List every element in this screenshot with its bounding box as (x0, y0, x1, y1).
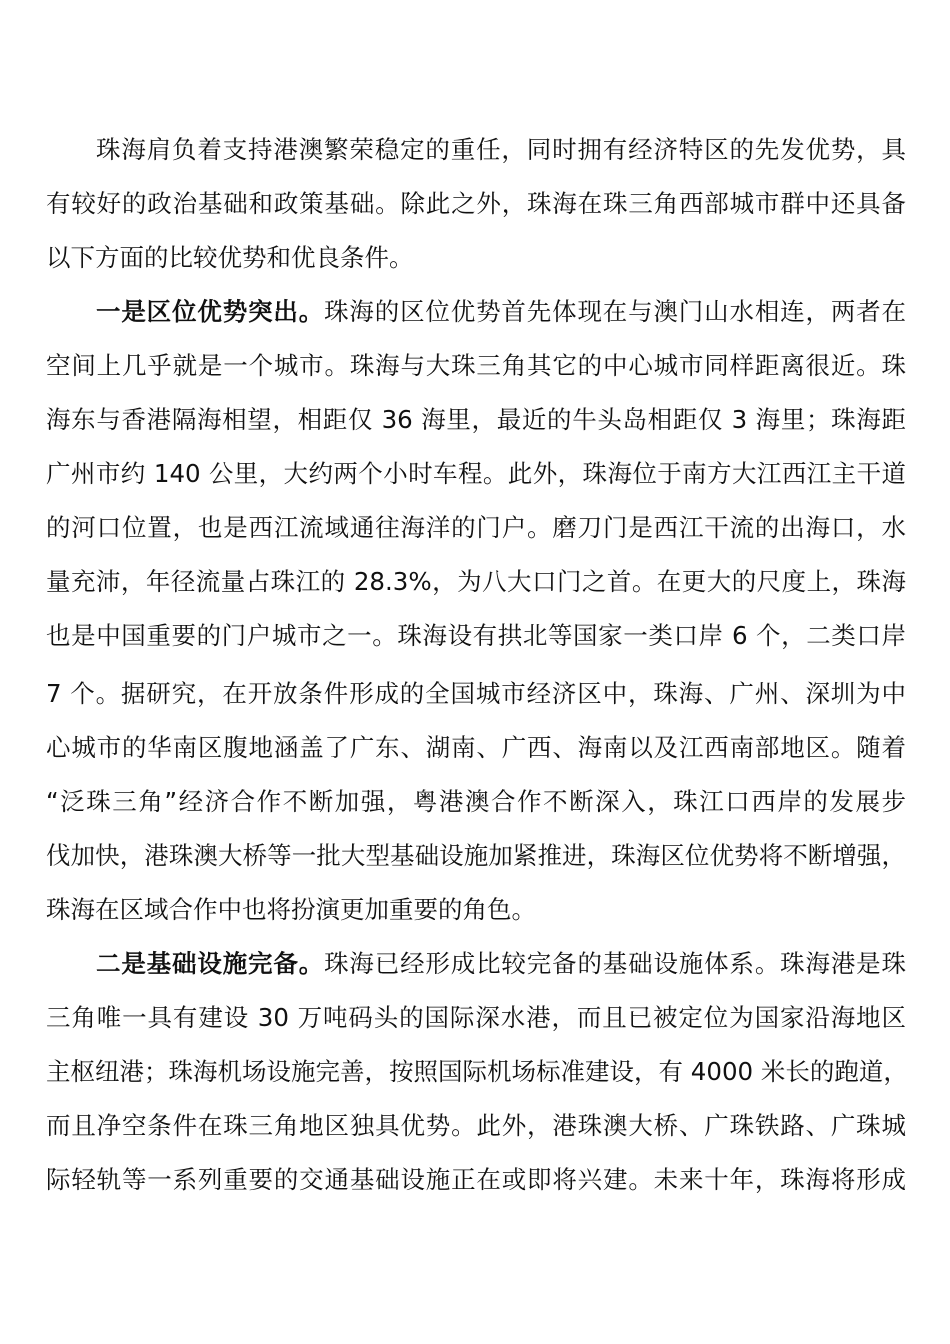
paragraph-2-line-12: 珠海在区域合作中也将扮演更加重要的角色。 (46, 895, 536, 924)
paragraph-2-line-9: 心城市的华南区腹地涵盖了广东、湖南、广西、海南以及江西南部地区。随着 (46, 733, 906, 762)
paragraph-2-line-1 (96, 292, 906, 332)
paragraph-2-line-6: 量充沛，年径流量占珠江的 28.3%，为八大口门之首。在更大的尺度上，珠海 (46, 567, 906, 596)
paragraph-3-first-line-text: 珠海已经形成比较完备的基础设施体系。珠海港是珠 (324, 949, 907, 978)
paragraph-2-line-8: 7 个。据研究，在开放条件形成的全国城市经济区中，珠海、广州、深圳为中 (46, 679, 906, 708)
paragraph-2-line-10: “泛珠三角”经济合作不断加强，粤港澳合作不断深入，珠江口西岸的发展步 (46, 787, 906, 816)
paragraph-2-line-5: 的河口位置，也是西江流域通往海洋的门户。磨刀门是西江干流的出海口，水 (46, 513, 906, 542)
paragraph-3-line-5: 际轻轨等一系列重要的交通基础设施正在或即将兴建。未来十年，珠海将形成 (46, 1165, 906, 1194)
paragraph-3-line-1 (96, 944, 906, 984)
paragraph-2-heading: 一是区位优势突出。 (96, 297, 325, 326)
paragraph-2-first-line-text: 珠海的区位优势首先体现在与澳门山水相连，两者在 (324, 297, 907, 326)
paragraph-3-line-3: 主枢纽港；珠海机场设施完善，按照国际机场标准建设，有 4000 米长的跑道， (46, 1057, 908, 1086)
paragraph-1-line-2: 有较好的政治基础和政策基础。除此之外，珠海在珠三角西部城市群中还具备 (46, 189, 906, 218)
paragraph-3-line-4: 而且净空条件在珠三角地区独具优势。此外，港珠澳大桥、广珠铁路、广珠城 (46, 1111, 906, 1140)
paragraph-2-line-2: 空间上几乎就是一个城市。珠海与大珠三角其它的中心城市同样距离很近。珠 (46, 351, 906, 380)
paragraph-2-line-3: 海东与香港隔海相望，相距仅 36 海里，最近的牛头岛相距仅 3 海里；珠海距 (46, 405, 906, 434)
paragraph-2-line-11: 伐加快，港珠澳大桥等一批大型基础设施加紧推进，珠海区位优势将不断增强， (46, 841, 906, 870)
paragraph-1-line-3: 以下方面的比较优势和优良条件。 (46, 243, 414, 272)
paragraph-2-line-4: 广州市约 140 公里，大约两个小时车程。此外，珠海位于南方大江西江主干道 (46, 459, 906, 488)
paragraph-2-line-7: 也是中国重要的门户城市之一。珠海设有拱北等国家一类口岸 6 个，二类口岸 (46, 621, 906, 650)
paragraph-1-line-1: 珠海肩负着支持港澳繁荣稳定的重任，同时拥有经济特区的先发优势，具 (96, 135, 906, 164)
paragraph-3-heading: 二是基础设施完备。 (96, 949, 325, 978)
paragraph-3-line-2: 三角唯一具有建设 30 万吨码头的国际深水港，而且已被定位为国家沿海地区 (46, 1003, 906, 1032)
